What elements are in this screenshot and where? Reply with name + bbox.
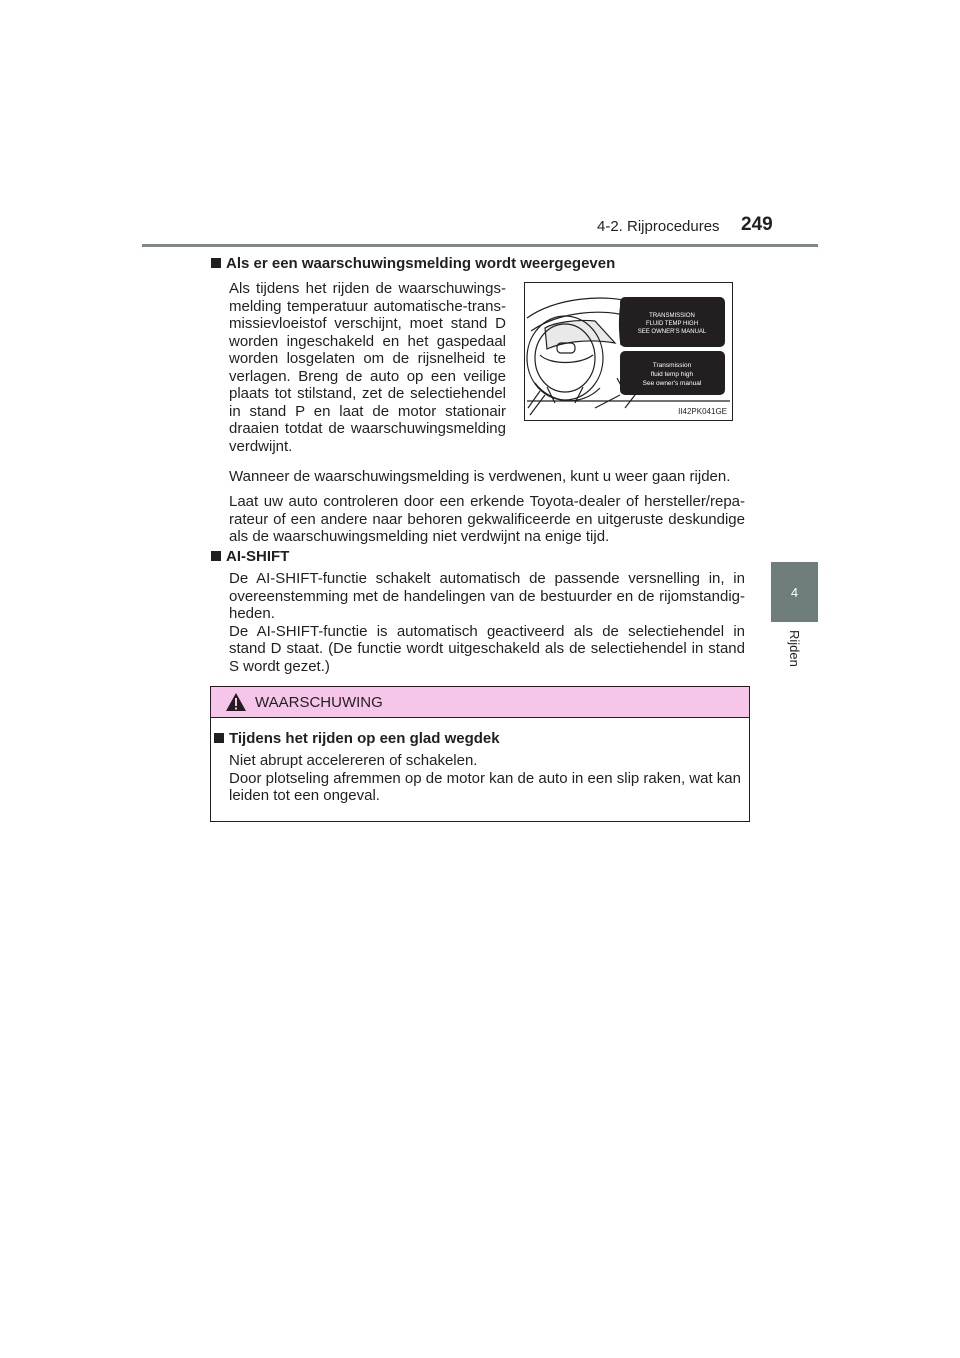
chapter-number: 4 [790, 584, 799, 600]
chapter-tab [771, 562, 818, 622]
section-heading-text: AI-SHIFT [226, 548, 290, 565]
section-heading [211, 548, 289, 565]
square-bullet-icon [211, 258, 221, 268]
steering-wheel-illustration [525, 283, 732, 420]
section-heading-text: Als er een waarschuwingsmelding wordt weergegeven [226, 255, 616, 272]
warning-triangle-icon [225, 692, 247, 712]
warning-box [210, 686, 750, 822]
dashboard-illustration [524, 282, 733, 421]
warning-body [229, 752, 741, 805]
warning-line: Niet abrupt accelereren of schakelen. [229, 752, 478, 769]
header-section-title: 4-2. Rijprocedures [597, 218, 720, 235]
display2-line-3: See owner's manual [642, 380, 702, 387]
chapter-label-text: Rijden [787, 630, 802, 667]
paragraph: De AI-SHIFT-functie schakelt automatisch de passende versnelling in, in overeenstemming met de handelingen van de bestuurder en de rijomstandig-heden. [229, 570, 745, 622]
display2-line-2: fluid temp high [650, 371, 694, 378]
warning-line: Door plotseling afremmen op de motor kan de auto in een slip raken, wat kan leiden tot een ongeval. [229, 769, 741, 804]
warning-heading [214, 730, 500, 747]
warning-heading-text: Tijdens het rijden op een glad wegdek [229, 730, 500, 747]
display-line-3: SEE OWNER'S MANUAL [637, 329, 707, 335]
paragraph: De AI-SHIFT-functie is automatisch geactiveerd als de selectiehendel in stand D staat. (De functie wordt uitgeschakeld als de selectiehendel in stand S wordt gezet.) [229, 622, 745, 675]
section-heading [211, 255, 615, 272]
paragraph: Laat uw auto controleren door een erkende Toyota-dealer of hersteller/repa-rateur of een andere naar behoren gekwalificeerde en uitgeruste deskundige als de waarschuwingsmelding niet verdwijnt na enige tijd. [229, 493, 745, 545]
display-line-2: FLUID TEMP HIGH [645, 321, 699, 327]
square-bullet-icon [214, 733, 224, 743]
section-body: Als tijdens het rijden de waarschuwings-melding temperatuur automatische-trans-missievloeistof verschijnt, moet stand D worden ingeschakeld en het gaspedaal worden losgelaten om de rijsnelheid te verlagen. Breng de auto op een veilige plaats tot stilstand, zet de selectiehendel in stand P en laat de motor stationair draaien totdat de waarschuwingsmelding verdwijnt. [229, 280, 506, 455]
figure-code: II42PK041GE [678, 407, 727, 416]
paragraph: Wanneer de waarschuwingsmelding is verdwenen, kunt u weer gaan rijden. [229, 468, 731, 485]
section-body [229, 570, 745, 675]
chapter-label [776, 630, 816, 690]
page-number: 249 [741, 214, 773, 235]
display2-line-1: Transmission [652, 362, 692, 369]
header-rule [142, 244, 818, 247]
display-line-1: TRANSMISSION [649, 313, 695, 319]
square-bullet-icon [211, 551, 221, 561]
warning-header [211, 687, 749, 718]
warning-title: WAARSCHUWING [255, 694, 383, 711]
